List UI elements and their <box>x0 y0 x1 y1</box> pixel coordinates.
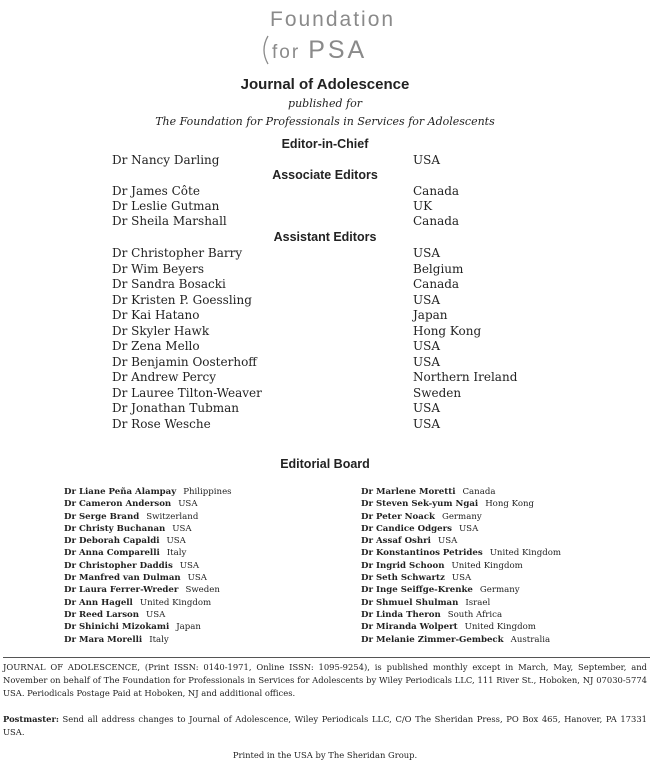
board-member-name: Dr Cameron Anderson <box>64 499 172 510</box>
board-member-country: USA <box>437 536 458 547</box>
postmaster-statement <box>3 713 647 739</box>
board-member <box>361 511 650 523</box>
board-member <box>64 584 354 596</box>
associate-editors-heading: Associate Editors <box>272 168 378 182</box>
board-member-name: Dr Linda Theron <box>361 609 441 620</box>
editor-country: USA <box>413 401 440 415</box>
editor-name: Dr Kristen P. Goessling <box>112 292 252 307</box>
board-member <box>64 572 354 584</box>
editor-name: Dr Skyler Hawk <box>112 323 210 338</box>
editorial-board-right-column <box>361 486 650 646</box>
editorial-board-heading: Editorial Board <box>280 457 370 471</box>
editor-country: UK <box>413 199 433 213</box>
board-member-country: Switzerland <box>146 511 199 522</box>
editor-name: Dr Benjamin Oosterhoff <box>112 354 257 369</box>
board-member <box>361 621 650 633</box>
postmaster-text: Send all address changes to Journal of Adolescence, Wiley Periodicals LLC, C/O The Sheridan Press, PO Box 465, Hanover, PA 17331 USA. <box>3 714 647 737</box>
editor-row <box>112 153 562 169</box>
printed-by: Printed in the USA by The Sheridan Group. <box>232 750 418 760</box>
board-member-country: USA <box>187 573 208 584</box>
editor-row <box>112 355 562 371</box>
editor-country: USA <box>413 354 440 369</box>
editor-row <box>112 246 562 262</box>
editor-country: Sweden <box>413 385 462 400</box>
editor-name: Dr Leslie Gutman <box>112 199 220 213</box>
board-member-country: USA <box>178 499 198 510</box>
board-member-name: Dr Serge Brand <box>64 511 140 522</box>
board-member-name: Dr Laura Ferrer-Wreder <box>64 585 179 596</box>
editor-country: Canada <box>413 214 460 228</box>
editor-name: Dr Nancy Darling <box>112 153 220 167</box>
editor-name: Dr Wim Beyers <box>112 261 205 276</box>
board-member-country: Germany <box>441 511 482 522</box>
board-member-country: Canada <box>462 487 496 497</box>
board-member-country: USA <box>458 523 479 534</box>
editor-row <box>112 214 562 230</box>
board-member-name: Dr Inge Seiffge-Krenke <box>361 585 473 596</box>
editor-country: USA <box>413 416 440 431</box>
board-member-name: Dr Melanie Zimmer-Gembeck <box>361 634 504 645</box>
board-member-name: Dr Ann Hagell <box>64 597 133 608</box>
board-member-name: Dr Liane Peña Alampay <box>64 487 177 497</box>
board-member <box>361 547 650 559</box>
publication-statement: JOURNAL OF ADOLESCENCE, (Print ISSN: 0140-1971, Online ISSN: 1095-9254), is published monthly except in March, May, September, and November on behalf of The Foundation for Professionals in Services for Adolescents by Wiley Periodicals LLC, 111 River St., Hoboken, NJ 07030-5774 USA. Periodicals Postage Paid at Hoboken, NJ and additional offices. <box>3 662 647 698</box>
board-member-name: Dr Deborah Capaldi <box>64 536 160 547</box>
editor-country: Hong Kong <box>413 323 482 338</box>
board-member-country: United Kingdom <box>464 622 536 633</box>
editor-row <box>112 293 562 309</box>
board-member-name: Dr Miranda Wolpert <box>361 622 458 633</box>
logo-text-foundation: Foundation <box>270 8 396 31</box>
board-member-name: Dr Manfred van Dulman <box>64 573 181 584</box>
board-member-country: South Africa <box>447 609 503 620</box>
board-member <box>64 523 354 535</box>
board-member-name: Dr Ingrid Schoon <box>361 560 445 571</box>
board-member <box>361 486 650 498</box>
board-member <box>361 584 650 596</box>
editor-name: Dr Sheila Marshall <box>112 214 227 228</box>
board-member <box>64 535 354 547</box>
board-member-name: Dr Konstantinos Petrides <box>361 548 483 559</box>
board-member <box>361 523 650 535</box>
editor-country: Canada <box>413 277 460 291</box>
board-member <box>64 547 354 559</box>
editor-country: USA <box>413 292 440 307</box>
board-member-country: United Kingdom <box>139 597 212 608</box>
editor-country: USA <box>413 339 440 353</box>
board-member <box>361 498 650 510</box>
board-member-name: Dr Shmuel Shulman <box>361 597 459 608</box>
board-member <box>64 609 354 621</box>
board-member-country: USA <box>146 609 166 620</box>
editor-name: Dr Jonathan Tubman <box>112 401 240 415</box>
editor-row <box>112 324 562 340</box>
board-member <box>64 634 354 646</box>
editor-row <box>112 262 562 278</box>
foundation-name: The Foundation for Professionals in Services for Adolescents <box>155 115 495 128</box>
editor-name: Dr Zena Mello <box>112 339 200 353</box>
board-member-name: Dr Reed Larson <box>64 609 140 620</box>
board-member-country: United Kingdom <box>451 560 523 571</box>
logo-text-for-psa <box>272 36 367 65</box>
board-member-country: USA <box>451 573 472 584</box>
board-member-country: Philippines <box>183 487 232 497</box>
board-member-name: Dr Shinichi Mizokami <box>64 622 170 633</box>
editor-row <box>112 308 562 324</box>
editor-in-chief-heading: Editor-in-Chief <box>281 137 369 151</box>
foundation-for-psa-logo <box>258 6 398 68</box>
editor-country: Japan <box>413 308 448 322</box>
board-member-country: Japan <box>176 622 201 633</box>
editor-name: Dr Christopher Barry <box>112 246 243 260</box>
editor-row <box>112 386 562 402</box>
logo-text-for: for <box>272 42 301 63</box>
board-member <box>64 560 354 572</box>
board-member-country: Hong Kong <box>485 499 535 510</box>
editor-row <box>112 417 562 433</box>
editor-row <box>112 184 562 200</box>
board-member-name: Dr Candice Odgers <box>361 523 452 534</box>
editor-name: Dr Sandra Bosacki <box>112 277 226 291</box>
board-member-name: Dr Seth Schwartz <box>361 573 445 584</box>
editor-country: Canada <box>413 184 460 198</box>
logo-text-psa: PSA <box>308 36 368 64</box>
board-member-country: Australia <box>510 634 551 645</box>
board-member-name: Dr Mara Morelli <box>64 634 143 645</box>
editor-row <box>112 199 562 215</box>
board-member-country: USA <box>172 523 192 534</box>
published-for: published for <box>288 97 362 110</box>
editor-row <box>112 370 562 386</box>
editor-country: USA <box>413 246 440 260</box>
board-member <box>361 597 650 609</box>
board-member-name: Dr Marlene Moretti <box>361 487 456 497</box>
editor-row <box>112 339 562 355</box>
board-member <box>64 498 354 510</box>
board-member-name: Dr Christopher Daddis <box>64 560 173 571</box>
board-member-country: USA <box>179 560 200 571</box>
board-member-name: Dr Peter Noack <box>361 511 435 522</box>
board-member-name: Dr Christy Buchanan <box>64 523 166 534</box>
editor-row <box>112 277 562 293</box>
editorial-board-left-column <box>64 486 354 646</box>
board-member <box>361 609 650 621</box>
board-member <box>361 560 650 572</box>
board-member-country: Israel <box>465 597 491 608</box>
editor-country: Northern Ireland <box>413 370 518 384</box>
editor-name: Dr Kai Hatano <box>112 308 200 322</box>
editor-name: Dr Andrew Percy <box>112 370 217 384</box>
editor-name: Dr James Côte <box>112 184 200 198</box>
editor-country: USA <box>413 153 440 167</box>
footer-divider <box>3 657 650 658</box>
board-member <box>361 535 650 547</box>
board-member-country: Italy <box>166 548 187 559</box>
board-member-country: USA <box>166 536 186 547</box>
editor-row <box>112 401 562 417</box>
assistant-editors-heading: Assistant Editors <box>273 230 377 244</box>
board-member-country: United Kingdom <box>489 548 562 559</box>
board-member-name: Dr Anna Comparelli <box>64 548 160 559</box>
board-member-country: Italy <box>149 634 169 645</box>
editor-name: Dr Lauree Tilton-Weaver <box>112 385 262 400</box>
board-member-name: Dr Steven Sek-yum Ngai <box>361 499 479 510</box>
board-member <box>361 634 650 646</box>
editor-name: Dr Rose Wesche <box>112 416 211 431</box>
board-member <box>361 572 650 584</box>
board-member <box>64 486 354 498</box>
postmaster-label: Postmaster: <box>3 714 59 724</box>
board-member <box>64 511 354 523</box>
board-member <box>64 621 354 633</box>
editor-country: Belgium <box>413 261 464 276</box>
board-member-name: Dr Assaf Oshri <box>361 536 431 547</box>
board-member <box>64 597 354 609</box>
journal-title: Journal of Adolescence <box>240 76 410 93</box>
board-member-country: Germany <box>479 585 520 596</box>
board-member-country: Sweden <box>185 585 220 596</box>
